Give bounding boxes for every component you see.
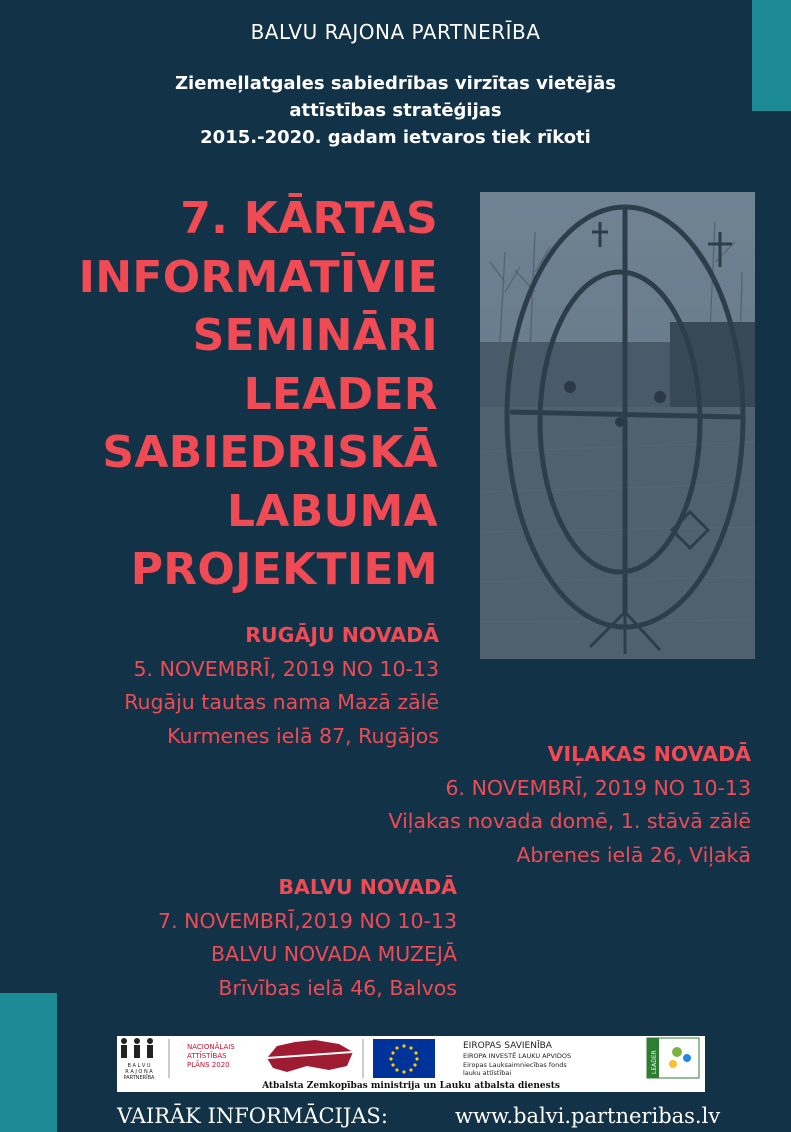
eu-title: EIROPAS SAVIENĪBA: [463, 1041, 552, 1051]
title-line: LABUMA: [227, 485, 438, 537]
event-address: Abrenes ielā 26, Viļakā: [516, 842, 751, 867]
title-line: LEADER: [243, 368, 438, 420]
sculpture-photo: [480, 192, 755, 659]
event-region: VIĻAKAS NOVADĀ: [547, 742, 751, 766]
footer-website-link[interactable]: www.balvi.partneribas.lv: [455, 1104, 721, 1128]
leader-logo: [647, 1038, 699, 1078]
title-line: SEMINĀRI: [192, 310, 438, 361]
event-venue: Viļakas novada domē, 1. stāvā zālē: [388, 809, 751, 833]
sculpture-illustration: [480, 192, 755, 659]
partnership-logo-line: R A J O N A: [125, 1069, 153, 1075]
event-venue: BALVU NOVADA MUZEJĀ: [210, 942, 457, 966]
event-region: BALVU NOVADĀ: [278, 875, 457, 899]
title-line: PROJEKTIEM: [130, 544, 438, 595]
sponsor-logos-strip: [117, 1036, 705, 1092]
organization-name: BALVU RAJONA PARTNERĪBA: [250, 20, 541, 44]
event-rugaji: [124, 619, 439, 753]
teal-corner-block-bottom: [0, 993, 57, 1132]
eu-line: lauku attīstībai: [463, 1069, 512, 1077]
poster-title: [40, 190, 438, 600]
event-venue: Rugāju tautas nama Mazā zālē: [124, 690, 439, 714]
event-date: 7. NOVEMBRĪ,2019 NO 10-13: [158, 908, 457, 933]
leader-logo-text: LEADER: [651, 1050, 658, 1074]
partnership-logo-line: PARTNERĪBA: [123, 1075, 155, 1081]
eu-line: Eiropas Lauksaimniecības fonds: [463, 1061, 567, 1069]
intro-text: Ziemeļlatgales sabiedrības virzītas vietējās attīstības stratēģijas 2015.-2020. gadam ietvaros tiek rīkoti: [174, 73, 617, 148]
title-line: 7. KĀRTAS: [180, 193, 438, 244]
partnership-logo-line: B A L V U: [127, 1063, 151, 1069]
partnership-logo: [121, 1038, 155, 1081]
title-line: SABIEDRISKĀ: [102, 427, 438, 478]
eu-line: EIROPA INVESTĒ LAUKU APVIDOS: [463, 1052, 572, 1060]
event-vilaka: [389, 738, 751, 872]
nap-logo-line: NACIONĀLAIS: [187, 1043, 235, 1051]
footer-more-info-label: VAIRĀK INFORMĀCIJAS:: [117, 1104, 388, 1128]
event-address: Kurmenes ielā 87, Rugājos: [167, 723, 439, 748]
sponsor-logos-graphic: [117, 1036, 705, 1092]
eu-flag-icon: [373, 1039, 435, 1078]
support-text: Atbalsta Zemkopības ministrija un Lauku atbalsta dienests: [262, 1081, 560, 1091]
nap-logo-line: ATTĪSTĪBAS: [187, 1052, 227, 1060]
title-line: INFORMATĪVIE: [78, 251, 438, 303]
nap-logo: [187, 1040, 353, 1072]
event-region: RUGĀJU NOVADĀ: [245, 623, 439, 647]
event-date: 6. NOVEMBRĪ, 2019 NO 10-13: [445, 775, 751, 800]
event-balvi: [158, 871, 457, 1005]
nap-logo-line: PLĀNS 2020: [187, 1061, 230, 1069]
event-address: Brīvības ielā 46, Balvos: [218, 975, 457, 1000]
event-date: 5. NOVEMBRĪ, 2019 NO 10-13: [133, 656, 439, 681]
